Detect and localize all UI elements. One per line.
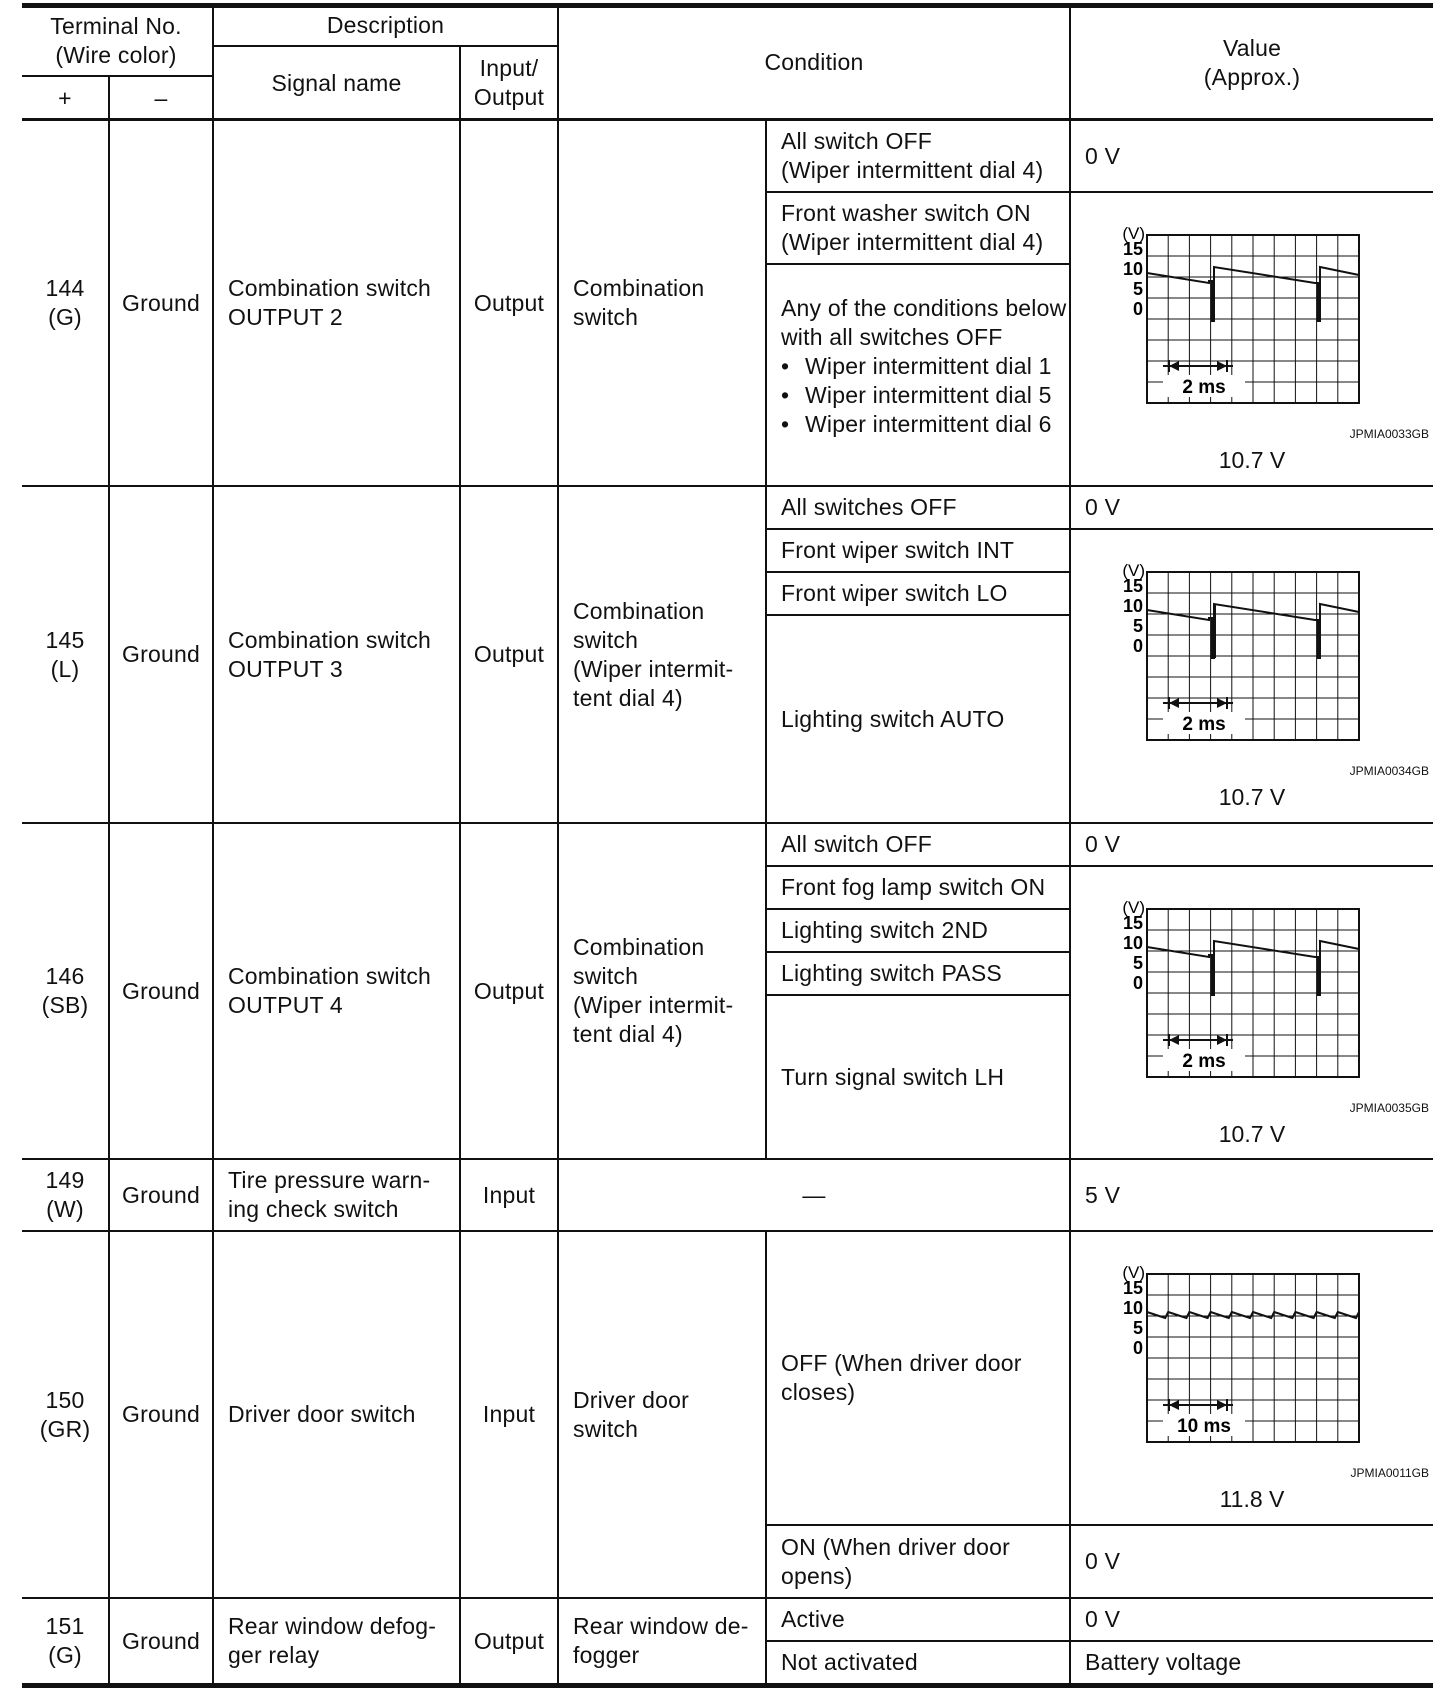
sub-condition xyxy=(767,824,1069,865)
bullet-glyph: • xyxy=(781,411,790,437)
io-label: Input xyxy=(482,1181,536,1208)
period-arrow xyxy=(1169,1400,1179,1410)
waveform-figure xyxy=(1071,867,1433,1158)
bullet-glyph: • xyxy=(781,353,790,379)
condition-line2: switch xyxy=(573,963,639,989)
condition-line4: tent dial 4) xyxy=(573,1021,683,1047)
condition-line4: tent dial 4) xyxy=(573,684,683,711)
condition-line3: (Wiper intermit- xyxy=(573,655,734,682)
waveform-figure xyxy=(1071,1232,1433,1524)
sub-condition xyxy=(767,193,1069,263)
header-plus xyxy=(22,77,108,119)
sub-condition-line1: OFF (When driver door xyxy=(781,1350,1022,1376)
value-text: 0 V xyxy=(1085,494,1121,520)
condition-cell xyxy=(559,1232,765,1597)
wire-color: (L) xyxy=(50,655,80,682)
condition-cell xyxy=(559,487,765,822)
sub-condition-line2: with all switches OFF xyxy=(781,324,1003,350)
io-cell xyxy=(461,121,557,485)
sub-condition-text: Front wiper switch LO xyxy=(781,580,1008,606)
terminal-cell xyxy=(22,1232,108,1597)
sub-condition xyxy=(767,573,1069,614)
header-signal-name xyxy=(214,47,459,119)
signal-name-cell xyxy=(214,1160,459,1230)
header-signal-name-label: Signal name xyxy=(271,69,402,96)
condition-cell xyxy=(559,1599,765,1683)
axis-unit: (V) xyxy=(1122,898,1145,917)
terminal-number: 150 xyxy=(45,1386,85,1413)
ground-cell xyxy=(110,824,212,1158)
io-cell xyxy=(461,1232,557,1597)
ground-cell xyxy=(110,487,212,822)
waveform-figure xyxy=(1071,193,1433,485)
header-terminal-no xyxy=(22,6,210,76)
condition-line2: switch xyxy=(573,626,639,653)
terminal-number: 146 xyxy=(45,963,85,989)
sub-condition xyxy=(767,1232,1069,1524)
io-label: Output xyxy=(473,289,545,316)
ground-cell xyxy=(110,1160,212,1230)
sub-condition xyxy=(767,121,1069,191)
terminal-cell xyxy=(22,121,108,485)
terminal-cell xyxy=(22,1160,108,1230)
period-arrow xyxy=(1169,361,1179,371)
waveform-value: 10.7 V xyxy=(1218,447,1286,473)
y-tick-label: 10 xyxy=(1122,1298,1143,1318)
condition-line3: (Wiper intermit- xyxy=(573,992,734,1018)
period-marker xyxy=(1163,360,1233,372)
terminal-cell xyxy=(22,1599,108,1683)
signal-name-line1: Tire pressure warn- xyxy=(228,1167,431,1193)
y-tick-label: 10 xyxy=(1122,259,1143,279)
terminal-number: 151 xyxy=(45,1613,85,1639)
value-cell xyxy=(1071,1160,1433,1230)
value-text: 0 V xyxy=(1085,831,1121,857)
waveform-svg xyxy=(1071,867,1433,1097)
sub-condition-text: Not activated xyxy=(781,1649,918,1675)
sub-condition-line2: (Wiper intermittent dial 4) xyxy=(781,229,1044,255)
header-input-output xyxy=(461,47,557,119)
rule-r144-sub2 xyxy=(765,263,1069,265)
header-plus-label: + xyxy=(58,84,72,111)
sub-condition-text: Front wiper switch INT xyxy=(781,537,1015,563)
y-tick-label: 0 xyxy=(1132,299,1143,319)
value-cell xyxy=(1071,121,1433,191)
period-label: 2 ms xyxy=(1182,714,1226,735)
figure-code: JPMIA0033GB xyxy=(1349,427,1429,441)
sub-condition-line2: closes) xyxy=(781,1379,856,1405)
value-text: 0 V xyxy=(1085,1548,1121,1574)
ground-label: Ground xyxy=(122,977,200,1004)
period-arrow xyxy=(1217,1035,1227,1045)
ground-label: Ground xyxy=(122,1401,200,1427)
signal-name-line1: Combination switch xyxy=(228,626,432,653)
sub-condition xyxy=(767,1599,1069,1640)
condition-line2: switch xyxy=(573,304,639,330)
period-label: 10 ms xyxy=(1177,1416,1231,1437)
sub-condition-line2: opens) xyxy=(781,1562,853,1589)
bullet-item xyxy=(781,410,1052,439)
sub-condition xyxy=(767,1526,1069,1597)
ground-label: Ground xyxy=(122,1181,200,1208)
y-tick-label: 15 xyxy=(1122,913,1143,933)
sub-condition-text: All switch OFF xyxy=(781,831,933,857)
terminal-number: 145 xyxy=(45,626,85,653)
y-tick-label: 0 xyxy=(1132,973,1143,993)
wire-color: (GR) xyxy=(39,1415,91,1442)
value-cell xyxy=(1071,487,1433,528)
y-tick-label: 15 xyxy=(1122,239,1143,259)
sub-condition-text: Lighting switch 2ND xyxy=(781,917,989,943)
signal-name-cell xyxy=(214,1232,459,1597)
bullet-item xyxy=(781,352,1052,381)
waveform-value: 10.7 V xyxy=(1218,1121,1286,1147)
io-label: Input xyxy=(482,1401,536,1427)
header-input-output-line2: Output xyxy=(473,84,545,110)
signal-name-line1: Rear window defog- xyxy=(228,1613,437,1639)
sub-condition-text: Active xyxy=(781,1606,845,1632)
period-arrow xyxy=(1217,1400,1227,1410)
signal-name-cell xyxy=(214,1599,459,1683)
period-marker xyxy=(1163,1399,1233,1411)
signal-name-line2: OUTPUT 2 xyxy=(228,304,343,330)
ground-cell xyxy=(110,1232,212,1597)
signal-name-line2: OUTPUT 4 xyxy=(228,992,343,1018)
header-condition xyxy=(559,6,1069,119)
y-tick-label: 0 xyxy=(1132,1338,1143,1358)
y-tick-label: 15 xyxy=(1122,1278,1143,1298)
header-value xyxy=(1071,6,1433,119)
waveform-value: 10.7 V xyxy=(1218,784,1286,810)
sub-condition-line1: All switch OFF xyxy=(781,128,933,154)
condition-line1: Rear window de- xyxy=(573,1613,749,1639)
value-cell xyxy=(1071,1599,1433,1640)
ground-cell xyxy=(110,1599,212,1683)
io-label: Output xyxy=(473,977,545,1004)
value-cell xyxy=(1071,1526,1433,1597)
y-tick-label: 5 xyxy=(1132,1318,1143,1338)
value-text: 0 V xyxy=(1085,1606,1121,1632)
io-cell xyxy=(461,1160,557,1230)
sub-condition-text: Lighting switch PASS xyxy=(781,960,1002,986)
io-cell xyxy=(461,487,557,822)
sub-condition xyxy=(767,910,1069,951)
sub-condition-text: Front fog lamp switch ON xyxy=(781,874,1046,900)
condition-cell xyxy=(559,121,765,485)
period-arrow xyxy=(1217,698,1227,708)
y-tick-label: 5 xyxy=(1132,953,1143,973)
axis-unit: (V) xyxy=(1122,224,1145,243)
period-arrow xyxy=(1169,1035,1179,1045)
figure-code: JPMIA0034GB xyxy=(1349,764,1429,778)
condition-cell xyxy=(559,824,765,1158)
sub-condition-list xyxy=(767,294,1069,444)
axis-unit: (V) xyxy=(1122,561,1145,580)
value-cell xyxy=(1071,1642,1433,1683)
terminal-cell xyxy=(22,487,108,822)
terminal-number: 144 xyxy=(45,275,85,301)
value-cell xyxy=(1071,824,1433,865)
sub-condition-line1: Any of the conditions below xyxy=(781,295,1067,321)
period-arrow xyxy=(1217,361,1227,371)
figure-code: JPMIA0035GB xyxy=(1349,1101,1429,1115)
bullet-item xyxy=(781,381,1052,410)
sub-condition-line1: Front washer switch ON xyxy=(781,200,1031,226)
ground-cell xyxy=(110,121,212,485)
condition-cell xyxy=(559,1160,1069,1230)
io-cell xyxy=(461,824,557,1158)
header-value-line1: Value xyxy=(1222,34,1282,61)
ground-label: Ground xyxy=(122,641,200,667)
axis-unit: (V) xyxy=(1122,1263,1145,1282)
y-tick-label: 10 xyxy=(1122,596,1143,616)
waveform-figure xyxy=(1071,530,1433,822)
signal-name-cell xyxy=(214,121,459,485)
rule-bottom xyxy=(22,1683,1433,1688)
value-text: 5 V xyxy=(1085,1181,1121,1208)
io-cell xyxy=(461,1599,557,1683)
sub-condition-text: Turn signal switch LH xyxy=(781,1063,1005,1090)
sub-condition-line2: (Wiper intermittent dial 4) xyxy=(781,157,1044,183)
header-description xyxy=(214,6,557,45)
signal-name-line1: Combination switch xyxy=(228,963,432,989)
y-tick-label: 10 xyxy=(1122,933,1143,953)
condition-line1: Combination xyxy=(573,597,705,624)
sub-condition-line1: ON (When driver door xyxy=(781,1533,1010,1560)
bullet-text: Wiper intermittent dial 1 xyxy=(805,353,1052,379)
sub-condition xyxy=(767,530,1069,571)
wire-color: (G) xyxy=(48,304,82,330)
signal-name-line2: OUTPUT 3 xyxy=(228,655,343,682)
signal-name-cell xyxy=(214,487,459,822)
signal-name-cell xyxy=(214,824,459,1158)
y-tick-label: 0 xyxy=(1132,636,1143,656)
y-tick-label: 15 xyxy=(1122,576,1143,596)
figure-code: JPMIA0011GB xyxy=(1350,1466,1429,1480)
period-marker xyxy=(1163,697,1233,709)
io-label: Output xyxy=(473,1627,545,1654)
bullet-text: Wiper intermittent dial 5 xyxy=(805,382,1052,408)
header-description-label: Description xyxy=(326,12,445,38)
signal-name-line1: Combination switch xyxy=(228,275,432,301)
sub-condition xyxy=(767,996,1069,1158)
period-arrow xyxy=(1169,698,1179,708)
signal-name-line1: Driver door switch xyxy=(228,1401,416,1427)
wire-color: (W) xyxy=(46,1196,84,1222)
terminal-cell xyxy=(22,824,108,1158)
terminal-number: 149 xyxy=(45,1167,85,1193)
condition-line2: switch xyxy=(573,1415,639,1442)
sub-condition-text: Lighting switch AUTO xyxy=(781,705,1005,732)
wire-color: (SB) xyxy=(41,992,89,1018)
ground-label: Ground xyxy=(122,289,200,316)
waveform-svg xyxy=(1071,1232,1433,1462)
y-tick-label: 5 xyxy=(1132,616,1143,636)
sub-condition xyxy=(767,616,1069,822)
sub-condition xyxy=(767,867,1069,908)
y-tick-label: 5 xyxy=(1132,279,1143,299)
header-input-output-line1: Input/ xyxy=(479,55,539,81)
header-minus xyxy=(110,77,212,119)
value-text: 0 V xyxy=(1085,142,1121,169)
waveform-svg xyxy=(1071,530,1433,760)
signal-name-line2: ger relay xyxy=(228,1642,320,1668)
header-minus-label: – xyxy=(154,84,168,111)
wire-color: (G) xyxy=(48,1642,82,1668)
bullet-glyph: • xyxy=(781,382,790,408)
ground-label: Ground xyxy=(122,1627,200,1654)
bullet-text: Wiper intermittent dial 6 xyxy=(805,411,1052,437)
io-label: Output xyxy=(473,641,545,667)
sub-condition xyxy=(767,1642,1069,1683)
period-label: 2 ms xyxy=(1182,377,1226,398)
waveform-value: 11.8 V xyxy=(1219,1486,1285,1512)
condition-line1: Combination xyxy=(573,934,705,960)
header-condition-label: Condition xyxy=(764,49,864,75)
sub-condition-text: All switches OFF xyxy=(781,494,957,520)
sub-condition xyxy=(767,487,1069,528)
waveform-svg xyxy=(1071,193,1433,423)
condition-line1: Combination xyxy=(573,275,705,301)
condition-dash: — xyxy=(802,1181,826,1208)
period-marker xyxy=(1163,1034,1233,1046)
header-value-line2: (Approx.) xyxy=(1203,63,1301,90)
sub-condition xyxy=(767,953,1069,994)
header-terminal-no-line: Terminal No. xyxy=(50,13,182,39)
period-label: 2 ms xyxy=(1182,1051,1226,1072)
condition-line2: fogger xyxy=(573,1642,640,1668)
value-text: Battery voltage xyxy=(1085,1649,1242,1675)
condition-line1: Driver door xyxy=(573,1386,689,1413)
header-wire-color-line: (Wire color) xyxy=(55,42,177,68)
signal-name-line2: ing check switch xyxy=(228,1196,399,1222)
